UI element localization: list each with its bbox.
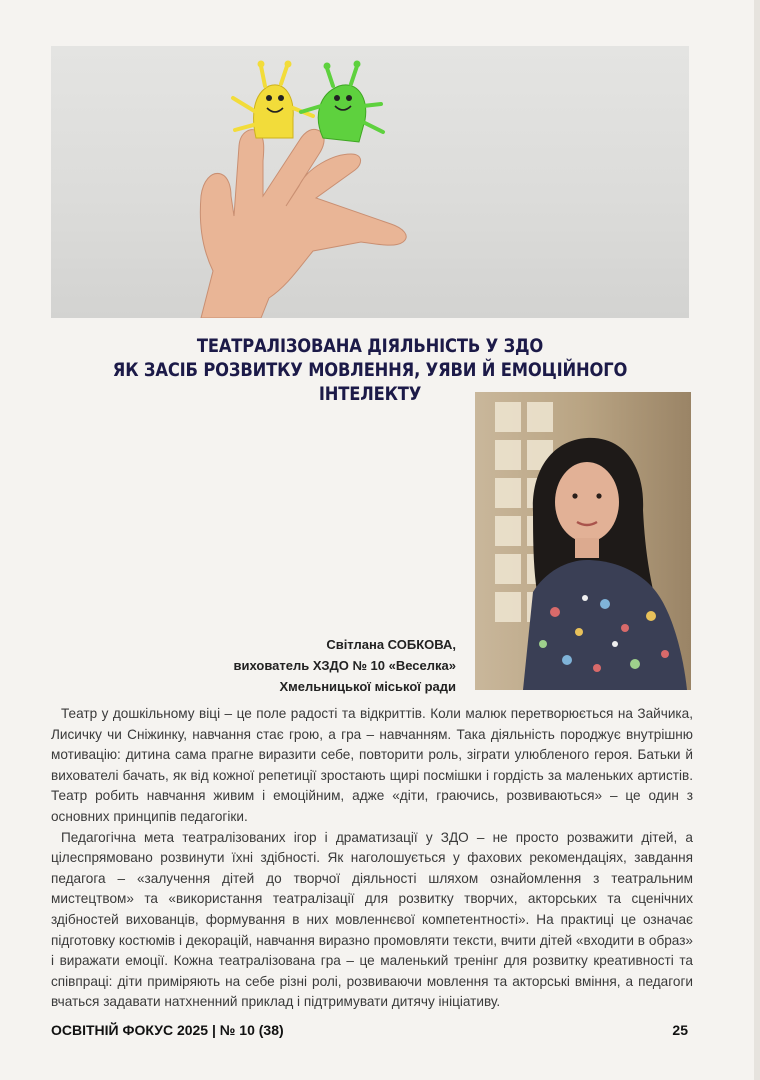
yellow-puppet-icon bbox=[233, 61, 313, 139]
article-body bbox=[51, 704, 693, 1013]
hero-photo-finger-puppets bbox=[51, 46, 689, 318]
paragraph-2: Педагогічна мета театралізованих ігор і драматизації у ЗДО – не просто розважити дітей, а цілеспрямовано розвинути їхні здібності. Як наголошується у фахових рекомендаціях, завдання педагога – «залучення дітей до творчої діяльності шляхом ознайомлення з театральним мистецтвом» та «використання театралізації для розвитку творчих, акторських та сценічних здібностей вихованців, формування в них мовленнєвої компетентності». На практиці це означає підготовку костюмів і декорацій, навчання виразно промовляти тексти, вчити дітей «входити в образ» і виражати емоції. Кожна театралізована гра – це маленький тренінг для розвитку креативності та співпраці: діти приміряють на себе різні ролі, розвиваючи мовлення та акторські вміння, а педагоги вчаться задавати натхненний приклад і підтримувати дитячу ініціативу. bbox=[51, 829, 693, 1010]
author-portrait-photo bbox=[475, 392, 691, 690]
page-number: 25 bbox=[672, 1022, 688, 1038]
author-position: вихователь ХЗДО № 10 «Веселка» bbox=[233, 658, 456, 673]
title-line-1: ТЕАТРАЛІЗОВАНА ДІЯЛЬНІСТЬ У ЗДО bbox=[196, 335, 544, 357]
title-line-2: ЯК ЗАСІБ РОЗВИТКУ МОВЛЕННЯ, УЯВИ Й ЕМОЦІЙНОГО bbox=[112, 359, 628, 381]
author-info bbox=[150, 634, 456, 697]
paragraph-1: Театр у дошкільному віці – це поле радості та відкриттів. Коли малюк перетворюється на Зайчика, Лисичку чи Сніжинку, навчання стає грою, а гра – навчанням. Така діяльність породжує внутрішню мотивацію: дитина сама прагне виразити себе, повторити роль, зіграти улюбленого героя. Батьки й вихователі бачать, як від кожної репетиції зростають щирі посмішки і гордість за маленьких артистів. Театр робить навчання живим і емоційним, адже «діти, граючись, розвиваються» – це один з основних принципів педагогіки. bbox=[51, 706, 693, 824]
title-line-3: ІНТЕЛЕКТУ bbox=[318, 383, 422, 405]
finger-puppets-illustration bbox=[51, 46, 689, 318]
page-edge bbox=[754, 0, 760, 1080]
author-portrait-illustration bbox=[475, 392, 691, 690]
author-organization: Хмельницької міської ради bbox=[279, 679, 456, 694]
author-name: Світлана СОБКОВА, bbox=[326, 637, 456, 652]
journal-footer: ОСВІТНІЙ ФОКУС 2025 | № 10 (38) bbox=[51, 1022, 284, 1038]
